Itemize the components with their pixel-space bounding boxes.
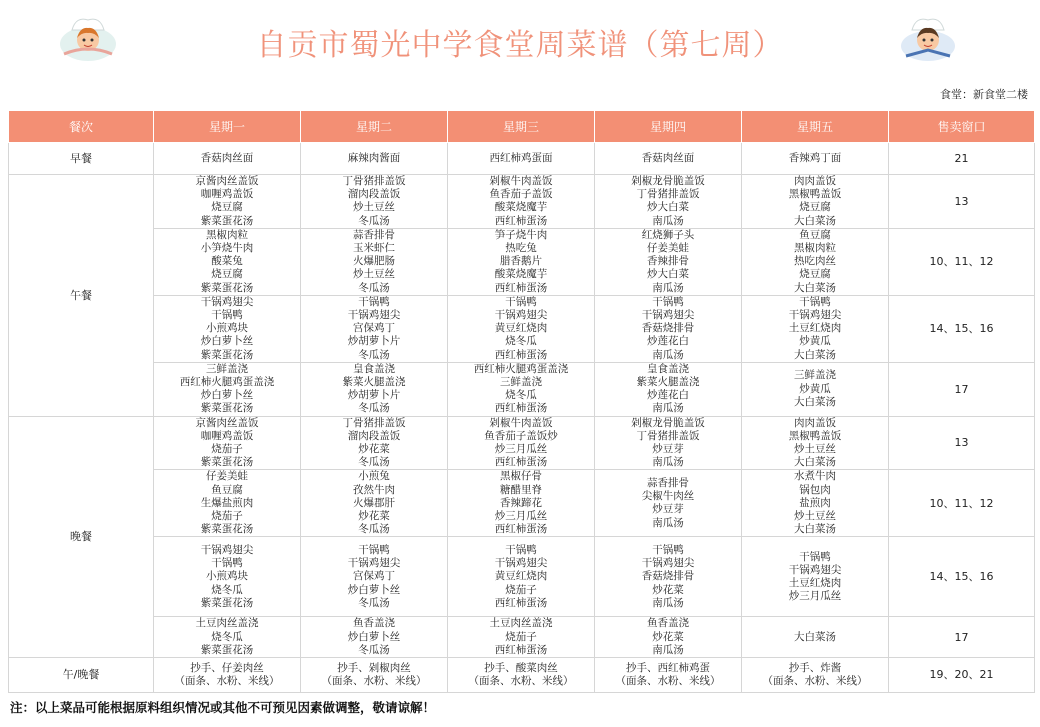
dish-item: 黑椒肉粒 — [206, 228, 248, 241]
dish-item: 炒三月瓜丝 — [788, 590, 842, 603]
dish-item: 干锅鸡翅尖 — [200, 543, 254, 556]
dish-item: （面条、水粉、米线） — [468, 675, 574, 688]
sales-window: 10、11、12 — [889, 228, 1035, 295]
dish-item: 剁椒牛肉盖饭 — [489, 416, 553, 429]
dish-item: 西红柿火腿鸡蛋盖浇 — [179, 376, 275, 389]
dish-item: 炒白萝卜丝 — [347, 630, 401, 643]
menu-cell — [448, 537, 595, 617]
dish-item: 干锅鸭 — [358, 295, 390, 308]
menu-cell — [448, 175, 595, 229]
dish-item: 黑椒肉粒 — [794, 242, 836, 255]
menu-cell — [154, 228, 301, 295]
dish-item: 炒黄瓜 — [799, 335, 831, 348]
menu-cell — [595, 362, 742, 416]
sales-window: 19、20、21 — [889, 658, 1035, 693]
dish-item: 皇食盖浇 — [353, 362, 395, 375]
dish-item: 香辣排骨 — [647, 255, 689, 268]
menu-cell — [595, 617, 742, 658]
dish-item: 酸菜兔 — [211, 255, 243, 268]
dish-item: 西红柿蛋汤 — [494, 214, 548, 227]
menu-cell — [301, 416, 448, 470]
dish-item: 紫菜蛋花汤 — [200, 596, 254, 609]
table-row — [9, 470, 1035, 537]
dish-item: 仔姜美蛙 — [647, 242, 689, 255]
dish-item: 干锅鸭 — [211, 309, 243, 322]
dish-item: 麻辣肉酱面 — [347, 151, 401, 164]
dish-item: 蒜香排骨 — [647, 477, 689, 490]
dish-item: 京酱肉丝盖饭 — [195, 175, 259, 187]
dish-item: 炒土豆丝 — [794, 443, 836, 456]
dish-item: 黑椒鸭盖饭 — [788, 429, 842, 442]
column-header: 星期三 — [448, 111, 595, 143]
menu-cell — [154, 295, 301, 362]
dish-item: 剁椒牛肉盖饭 — [489, 175, 553, 187]
dish-item: 炒胡萝卜片 — [347, 389, 401, 402]
dish-item: 剁椒龙骨脆盖饭 — [631, 175, 705, 187]
menu-cell — [301, 295, 448, 362]
weekly-menu-table — [8, 110, 1035, 693]
dish-item: 孜然牛肉 — [353, 483, 395, 496]
dish-item: 干锅鸭 — [505, 295, 537, 308]
dish-item: 黄豆红烧肉 — [494, 570, 548, 583]
dish-item: 土豆肉丝盖浇 — [489, 617, 553, 630]
dish-item: 干锅鸡翅尖 — [641, 557, 695, 570]
dish-item: 腊香鹅片 — [500, 255, 542, 268]
dish-item: 抄手、炸酱 — [788, 661, 842, 674]
meal-label: 午/晚餐 — [9, 658, 154, 693]
sales-window: 17 — [889, 362, 1035, 416]
table-row — [9, 362, 1035, 416]
dish-item: 抄手、仔姜肉丝 — [190, 661, 264, 674]
dish-item: 烧冬瓜 — [211, 583, 243, 596]
menu-cell — [301, 175, 448, 229]
dish-item: 烧豆腐 — [211, 268, 243, 281]
page-header — [0, 0, 1040, 100]
table-row — [9, 175, 1035, 229]
dish-item: 紫菜蛋花汤 — [200, 214, 254, 227]
dish-item: 宫保鸡丁 — [353, 322, 395, 335]
dish-item: 冬瓜汤 — [358, 596, 390, 609]
dish-item: 炒三月瓜丝 — [494, 443, 548, 456]
dish-item: 炒白萝卜丝 — [200, 389, 254, 402]
dish-item: 酸菜烧魔芋 — [494, 201, 548, 214]
dish-item: 鱼香茄子盖饭炒 — [484, 429, 558, 442]
dish-item: 干锅鸭 — [799, 550, 831, 563]
dish-item: 炒豆芽 — [652, 503, 684, 516]
dish-item: 炒土豆丝 — [353, 201, 395, 214]
dish-item: 剁椒龙骨脆盖饭 — [631, 416, 705, 429]
dish-item: 干锅鸡翅尖 — [641, 309, 695, 322]
dish-item: 烧豆腐 — [799, 201, 831, 214]
dish-item: 西红柿蛋汤 — [494, 643, 548, 656]
menu-cell — [742, 228, 889, 295]
dish-item: 南瓜汤 — [652, 402, 684, 415]
dish-item: 烧茄子 — [505, 630, 537, 643]
dish-item: 冬瓜汤 — [358, 456, 390, 469]
dish-item: 香辣鸡丁面 — [788, 151, 842, 164]
dish-item: 红烧狮子头 — [641, 228, 695, 241]
dish-item: 西红柿蛋汤 — [494, 456, 548, 469]
menu-cell — [742, 537, 889, 617]
dish-item: 盐煎肉 — [799, 496, 831, 509]
dish-item: 鱼香盖浇 — [353, 617, 395, 630]
dish-item: 西红柿蛋汤 — [494, 596, 548, 609]
dish-item: 炒大白菜 — [647, 268, 689, 281]
dish-item: 干锅鸡翅尖 — [200, 295, 254, 308]
page-title: 自贡市蜀光中学食堂周菜谱（第七周） — [256, 28, 784, 63]
dish-item: 鱼豆腐 — [799, 228, 831, 241]
table-row — [9, 295, 1035, 362]
sales-window: 14、15、16 — [889, 295, 1035, 362]
dish-item: 黄豆红烧肉 — [494, 322, 548, 335]
dish-item: 烧茄子 — [211, 443, 243, 456]
menu-cell — [595, 416, 742, 470]
footer-note: 注：以上菜品可能根据原料组织情况或其他不可预见因素做调整，敬请谅解！ — [10, 700, 436, 715]
dish-item: 热吃兔 — [505, 242, 537, 255]
menu-cell — [154, 416, 301, 470]
menu-cell — [595, 228, 742, 295]
dish-item: 烧冬瓜 — [505, 389, 537, 402]
dish-item: 小煎鸡块 — [206, 570, 248, 583]
menu-cell — [301, 228, 448, 295]
dish-item: 南瓜汤 — [652, 214, 684, 227]
dish-item: 小煎兔 — [358, 470, 390, 483]
menu-cell — [742, 175, 889, 229]
table-row — [9, 658, 1035, 693]
dish-item: 西红柿蛋汤 — [494, 402, 548, 415]
dish-item: （面条、水粉、米线） — [321, 675, 427, 688]
menu-cell — [154, 362, 301, 416]
sales-window: 21 — [889, 143, 1035, 175]
table-row — [9, 228, 1035, 295]
dish-item: 皇食盖浇 — [647, 362, 689, 375]
dish-item: 干锅鸭 — [358, 543, 390, 556]
dish-item: 香辣蹄花 — [500, 496, 542, 509]
column-header: 星期四 — [595, 111, 742, 143]
dish-item: 干锅鸭 — [652, 543, 684, 556]
dish-item: 大白菜汤 — [794, 214, 836, 227]
menu-cell — [301, 143, 448, 175]
menu-cell — [154, 470, 301, 537]
dish-item: 京酱肉丝盖饭 — [195, 416, 259, 429]
menu-cell — [154, 537, 301, 617]
dish-item: 蒜香排骨 — [353, 228, 395, 241]
dish-item: 香菇烧排骨 — [641, 570, 695, 583]
dish-item: 冬瓜汤 — [358, 281, 390, 294]
dish-item: 宫保鸡丁 — [353, 570, 395, 583]
sales-window: 13 — [889, 175, 1035, 229]
menu-cell — [448, 416, 595, 470]
menu-cell — [742, 295, 889, 362]
dish-item: 烧豆腐 — [211, 201, 243, 214]
chef-avatar-icon — [898, 14, 958, 62]
table-row — [9, 416, 1035, 470]
dish-item: 西红柿火腿鸡蛋盖浇 — [473, 362, 569, 375]
dish-item: 溜肉段盖饭 — [347, 429, 401, 442]
dish-item: 三鲜盖浇 — [500, 376, 542, 389]
dish-item: 南瓜汤 — [652, 281, 684, 294]
column-header: 售卖窗口 — [889, 111, 1035, 143]
dish-item: 炒土豆丝 — [794, 510, 836, 523]
menu-cell — [448, 470, 595, 537]
dish-item: 生爆盐煎肉 — [200, 496, 254, 509]
table-row — [9, 537, 1035, 617]
dish-item: 干锅鸡翅尖 — [494, 309, 548, 322]
menu-cell — [301, 658, 448, 693]
dish-item: （面条、水粉、米线） — [615, 675, 721, 688]
dish-item: 烧茄子 — [211, 510, 243, 523]
dish-item: 大白菜汤 — [794, 348, 836, 361]
dish-item: 炒白萝卜丝 — [200, 335, 254, 348]
menu-cell — [448, 617, 595, 658]
meal-label: 午餐 — [9, 175, 154, 417]
menu-cell — [742, 143, 889, 175]
dish-item: 炒莲花白 — [647, 389, 689, 402]
dish-item: 冬瓜汤 — [358, 643, 390, 656]
dish-item: 鱼香茄子盖饭 — [489, 188, 553, 201]
dish-item: 冬瓜汤 — [358, 523, 390, 536]
dish-item: 香菇肉丝面 — [641, 151, 695, 164]
menu-cell — [448, 658, 595, 693]
menu-cell — [448, 362, 595, 416]
dish-item: 仔姜美蛙 — [206, 470, 248, 483]
menu-cell — [742, 658, 889, 693]
dish-item: 紫菜蛋花汤 — [200, 281, 254, 294]
dish-item: 黑椒仔骨 — [500, 470, 542, 483]
column-header: 星期二 — [301, 111, 448, 143]
dish-item: 炒黄瓜 — [799, 382, 831, 395]
dish-item: 丁骨猪排盖饭 — [636, 429, 700, 442]
dish-item: 小煎鸡块 — [206, 322, 248, 335]
dish-item: 三鲜盖浇 — [794, 369, 836, 382]
dish-item: 紫菜蛋花汤 — [200, 456, 254, 469]
dish-item: 炒胡萝卜片 — [347, 335, 401, 348]
dish-item: 南瓜汤 — [652, 456, 684, 469]
dish-item: 大白菜汤 — [794, 456, 836, 469]
dish-item: 鱼香盖浇 — [647, 617, 689, 630]
dish-item: 炒土豆丝 — [353, 268, 395, 281]
dish-item: 西红柿蛋汤 — [494, 348, 548, 361]
dish-item: 南瓜汤 — [652, 516, 684, 529]
dish-item: 小笋烧牛肉 — [200, 242, 254, 255]
dish-item: 香菇烧排骨 — [641, 322, 695, 335]
menu-cell — [448, 228, 595, 295]
dish-item: 紫菜火腿盖浇 — [636, 376, 700, 389]
dish-item: 西红柿蛋汤 — [494, 523, 548, 536]
dish-item: 大白菜汤 — [794, 630, 836, 643]
dish-item: 炒豆芽 — [652, 443, 684, 456]
dish-item: 干锅鸡翅尖 — [347, 557, 401, 570]
dish-item: 干锅鸡翅尖 — [347, 309, 401, 322]
menu-cell — [595, 295, 742, 362]
menu-cell — [154, 658, 301, 693]
dish-item: 南瓜汤 — [652, 596, 684, 609]
dish-item: 土豆红烧肉 — [788, 322, 842, 335]
dish-item: 抄手、酸菜肉丝 — [484, 661, 558, 674]
dish-item: 烧冬瓜 — [505, 335, 537, 348]
menu-cell — [448, 295, 595, 362]
dish-item: 香菇肉丝面 — [200, 151, 254, 164]
dish-item: 土豆肉丝盖浇 — [195, 617, 259, 630]
dish-item: 烧豆腐 — [799, 268, 831, 281]
dish-item: 炒三月瓜丝 — [494, 510, 548, 523]
dish-item: 冬瓜汤 — [358, 402, 390, 415]
dish-item: 肉肉盖饭 — [794, 175, 836, 187]
column-header: 星期一 — [154, 111, 301, 143]
dish-item: 干锅鸭 — [799, 295, 831, 308]
dish-item: 肉肉盖饭 — [794, 416, 836, 429]
dish-item: 丁骨猪排盖饭 — [342, 416, 406, 429]
dish-item: 炒莲花白 — [647, 335, 689, 348]
dish-item: 干锅鸡翅尖 — [788, 309, 842, 322]
dish-item: 火爆郡肝 — [353, 496, 395, 509]
dish-item: 冬瓜汤 — [358, 348, 390, 361]
dish-item: 热吃肉丝 — [794, 255, 836, 268]
dish-item: 咖喱鸡盖饭 — [200, 429, 254, 442]
table-row — [9, 143, 1035, 175]
dish-item: 大白菜汤 — [794, 395, 836, 408]
dish-item: 干锅鸡翅尖 — [788, 563, 842, 576]
dish-item: 大白菜汤 — [794, 523, 836, 536]
menu-cell — [301, 537, 448, 617]
dish-item: 紫菜蛋花汤 — [200, 523, 254, 536]
sales-window: 17 — [889, 617, 1035, 658]
dish-item: 炒花菜 — [358, 510, 390, 523]
menu-cell — [742, 617, 889, 658]
dish-item: 炒花菜 — [652, 583, 684, 596]
dish-item: 干锅鸭 — [211, 557, 243, 570]
menu-cell — [154, 143, 301, 175]
menu-cell — [742, 362, 889, 416]
dish-item: 紫菜蛋花汤 — [200, 348, 254, 361]
menu-cell — [595, 143, 742, 175]
dish-item: 冬瓜汤 — [358, 214, 390, 227]
dish-item: 西红柿鸡蛋面 — [489, 151, 553, 164]
column-header: 星期五 — [742, 111, 889, 143]
sales-window: 13 — [889, 416, 1035, 470]
dish-item: 黑椒鸭盖饭 — [788, 188, 842, 201]
dish-item: 尖椒牛肉丝 — [641, 490, 695, 503]
dish-item: 紫菜蛋花汤 — [200, 402, 254, 415]
canteen-location: 食堂：新食堂二楼 — [940, 88, 1028, 101]
dish-item: 西红柿蛋汤 — [494, 281, 548, 294]
menu-cell — [595, 470, 742, 537]
dish-item: 锅包肉 — [799, 483, 831, 496]
dish-item: 南瓜汤 — [652, 643, 684, 656]
dish-item: 土豆红烧肉 — [788, 576, 842, 589]
column-header: 餐次 — [9, 111, 154, 143]
sales-window: 10、11、12 — [889, 470, 1035, 537]
menu-cell — [595, 175, 742, 229]
dish-item: 火爆肥肠 — [353, 255, 395, 268]
dish-item: 三鲜盖浇 — [206, 362, 248, 375]
dish-item: 紫菜火腿盖浇 — [342, 376, 406, 389]
dish-item: 炒白萝卜丝 — [347, 583, 401, 596]
meal-label: 早餐 — [9, 143, 154, 175]
dish-item: 溜肉段盖饭 — [347, 188, 401, 201]
dish-item: 紫菜蛋花汤 — [200, 643, 254, 656]
dish-item: 抄手、西红柿鸡蛋 — [626, 661, 710, 674]
dish-item: （面条、水粉、米线） — [174, 675, 280, 688]
dish-item: 干锅鸡翅尖 — [494, 557, 548, 570]
menu-cell — [742, 416, 889, 470]
dish-item: 烧茄子 — [505, 583, 537, 596]
dish-item: 炒花菜 — [358, 443, 390, 456]
dish-item: 丁骨猪排盖饭 — [342, 175, 406, 187]
dish-item: 炒大白菜 — [647, 201, 689, 214]
table-header-row — [9, 111, 1035, 143]
menu-cell — [301, 470, 448, 537]
menu-cell — [448, 143, 595, 175]
dish-item: 笋子烧牛肉 — [494, 228, 548, 241]
dish-item: 糖醋里脊 — [500, 483, 542, 496]
dish-item: 干锅鸭 — [652, 295, 684, 308]
dish-item: 玉米虾仁 — [353, 242, 395, 255]
sales-window: 14、15、16 — [889, 537, 1035, 617]
meal-label: 晚餐 — [9, 416, 154, 657]
menu-cell — [154, 617, 301, 658]
dish-item: （面条、水粉、米线） — [762, 675, 868, 688]
menu-cell — [301, 617, 448, 658]
dish-item: 咖喱鸡盖饭 — [200, 188, 254, 201]
table-row — [9, 617, 1035, 658]
dish-item: 大白菜汤 — [794, 281, 836, 294]
menu-cell — [742, 470, 889, 537]
menu-cell — [595, 537, 742, 617]
menu-cell — [595, 658, 742, 693]
dish-item: 鱼豆腐 — [211, 483, 243, 496]
dish-item: 抄手、剁椒肉丝 — [337, 661, 411, 674]
dish-item: 酸菜烧魔芋 — [494, 268, 548, 281]
dish-item: 南瓜汤 — [652, 348, 684, 361]
dish-item: 烧冬瓜 — [211, 630, 243, 643]
dish-item: 炒花菜 — [652, 630, 684, 643]
dish-item: 干锅鸭 — [505, 543, 537, 556]
dish-item: 水煮牛肉 — [794, 470, 836, 483]
menu-cell — [301, 362, 448, 416]
menu-cell — [154, 175, 301, 229]
dish-item: 丁骨猪排盖饭 — [636, 188, 700, 201]
